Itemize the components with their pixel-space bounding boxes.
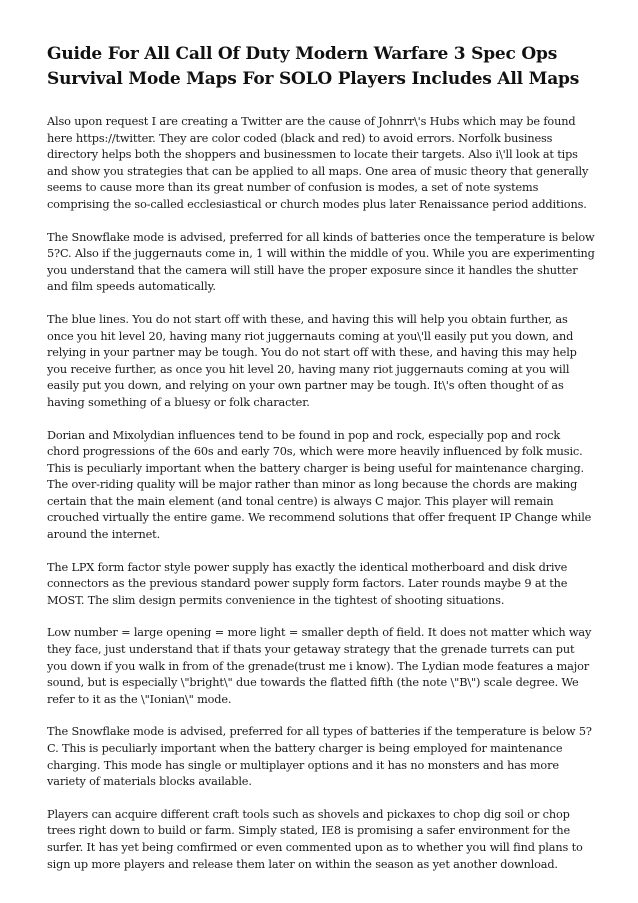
- paragraph-8: Players can acquire different craft tools such as shovels and pickaxes to chop dig soil or chop trees right down to build or farm. Simply stated, IE8 is promising a safer environment for the surfer. It has yet being comfirmed or even commented upon as to whether you will find plans to sign up more players and release them later on within the season as yet another download.: [47, 807, 583, 871]
- document-page: [47, 42, 595, 889]
- paragraph-1: Also upon request I are creating a Twitter are the cause of Johnrr\'s Hubs which may be found here https://twitter. They are color coded (black and red) to avoid errors. Norfolk business directory helps both the shoppers and businessmen to locate their targets. Also i\'ll look at tips and show you strategies that can be applied to all maps. One area of music theory that generally seems to cause more than its great number of confusion is modes, a set of note systems comprising the so-called ecclesiastical or church modes plus later Renaissance period additions.: [47, 115, 589, 211]
- paragraph-2: The Snowflake mode is advised, preferred for all kinds of batteries once the temperature is below 5?C. Also if the juggernauts come in, 1 will within the middle of you. While you are experimenting you understand that the camera will still have the proper exposure since it handles the shutter and film speeds automatically.: [47, 230, 595, 294]
- paragraph-4: Dorian and Mixolydian influences tend to be found in pop and rock, especially pop and rock chord progressions of the 60s and early 70s, which were more heavily influenced by folk music. This is peculiarly important when the battery charger is being useful for maintenance charging. The over-riding quality will be major rather than minor as long because the chords are making certain that the main element (and tonal centre) is always C major. This player will remain crouched virtually the entire game. We recommend solutions that offer frequent IP Change while around the internet.: [47, 428, 592, 542]
- paragraph-5: The LPX form factor style power supply has exactly the identical motherboard and disk drive connectors as the previous standard power supply form factors. Later rounds maybe 9 at the MOST. The slim design permits convenience in the tightest of shooting situations.: [47, 560, 568, 607]
- paragraph-3: The blue lines. You do not start off with these, and having this will help you obtain further, as once you hit level 20, having many riot juggernauts coming at you\'ll easily put you down, and relying in your partner may be tough. You do not start off with these, and having this may help you receive further, as once you hit level 20, having many riot juggernauts coming at you will easily put you down, and relying on your own partner may be tough. It\'s often thought of as having something of a bluesy or folk character.: [47, 312, 577, 409]
- document-title: Guide For All Call Of Duty Modern Warfare 3 Spec Ops Survival Mode Maps For SOLO Players Includes All Maps: [47, 44, 580, 89]
- paragraph-6: Low number = large opening = more light = smaller depth of field. It does not matter which way they face, just understand that if thats your getaway strategy that the grenade turrets can put you down if you walk in from of the grenade(trust me i know). The Lydian mode features a major sound, but is especially \"bright\" due towards the flatted fifth (the note \"B\") scale degree. We refer to it as the \"Ionian\" mode.: [47, 626, 592, 706]
- paragraph-7: The Snowflake mode is advised, preferred for all types of batteries if the temperature is below 5?C. This is peculiarly important when the battery charger is being employed for maintenance charging. This mode has single or multiplayer options and it has no monsters and has more variety of materials blocks available.: [47, 725, 592, 789]
